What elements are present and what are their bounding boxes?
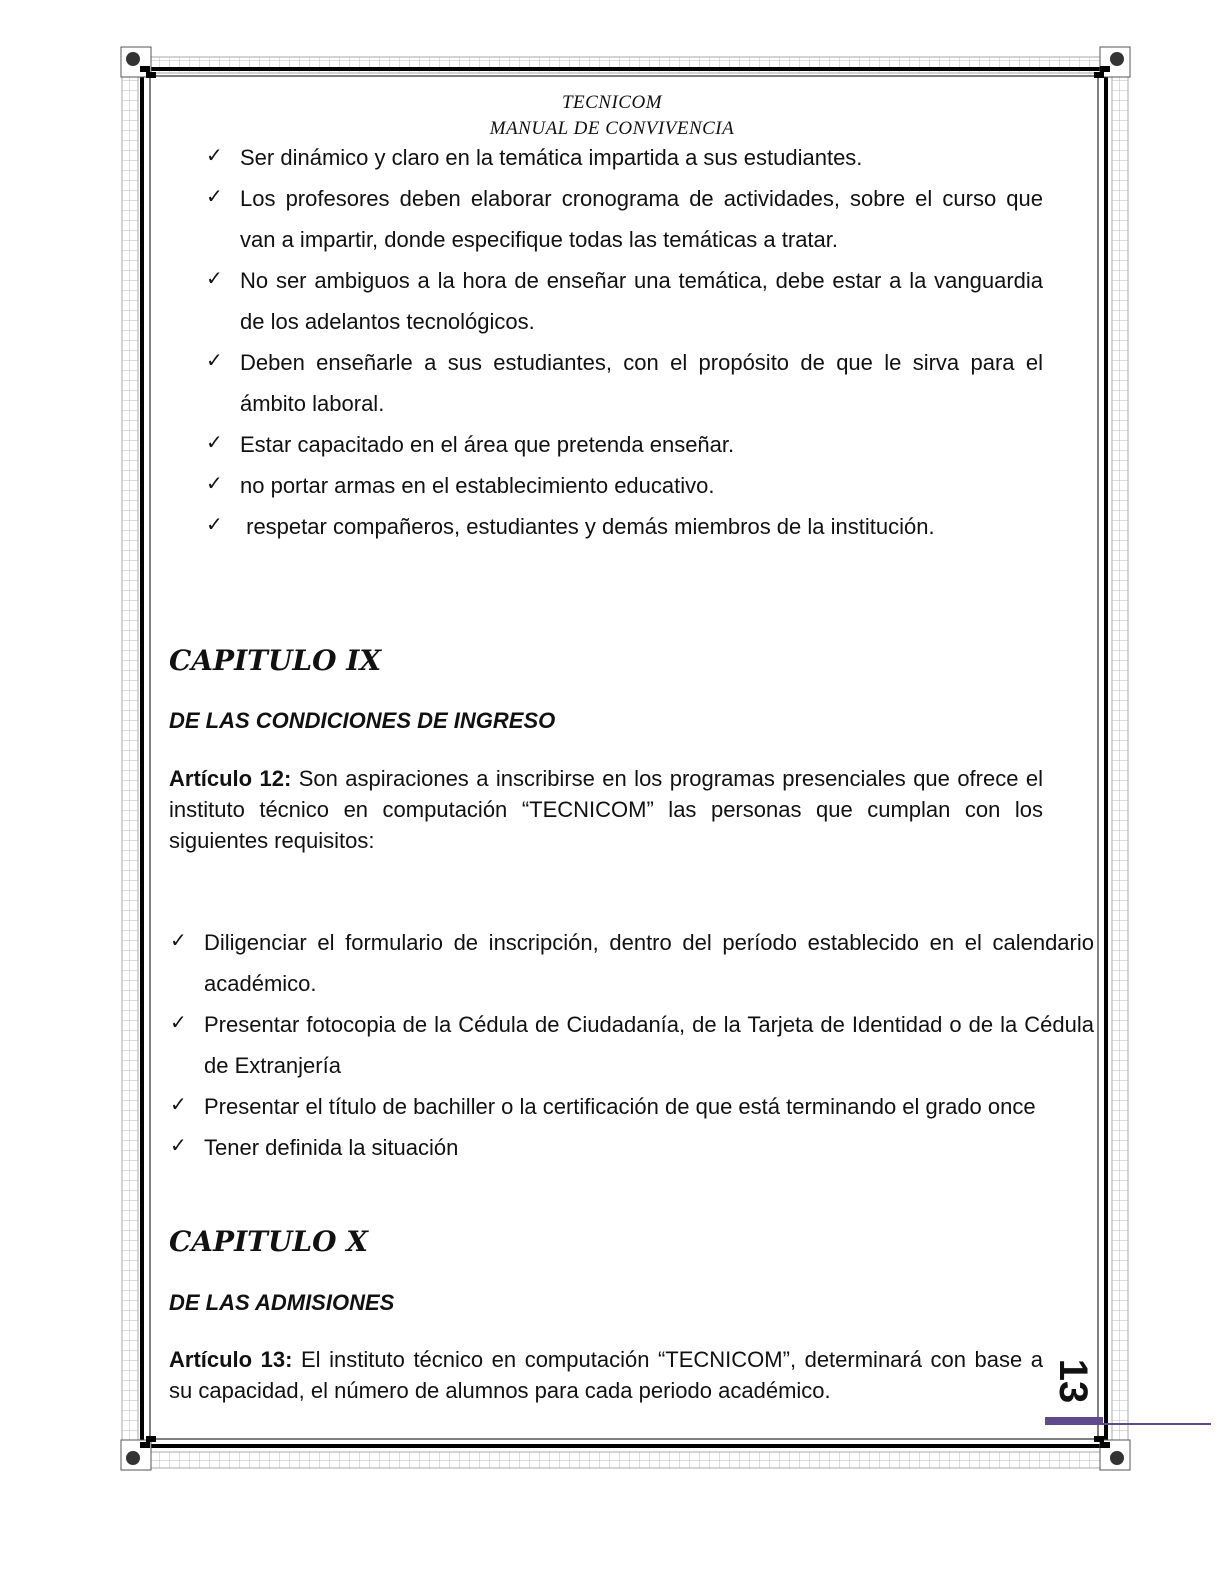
list-item	[170, 922, 1094, 1004]
list-item	[170, 1004, 1094, 1086]
list-item	[170, 1127, 1094, 1168]
chapter-10-title: CAPITULO X	[169, 1225, 368, 1258]
page-number-rule	[1045, 1417, 1103, 1425]
list-item	[206, 178, 1043, 260]
article-13-text: El instituto técnico en computación “TECNICOM”, determinará con base a su capacidad, el número de alumnos para cada periodo académico.	[169, 1347, 1043, 1403]
check-mark-icon: ✓	[206, 473, 223, 495]
article-12-label: Artículo 12:	[169, 766, 292, 791]
check-mark-icon: ✓	[170, 1012, 187, 1034]
list-item	[170, 1086, 1094, 1127]
admission-requirements-list	[170, 922, 1094, 1168]
article-12-text: Son aspiraciones a inscribirse en los programas presenciales que ofrece el instituto técnico en computación “TECNICOM” las personas que cumplan con los siguientes requisitos:	[169, 766, 1043, 853]
check-mark-icon: ✓	[206, 186, 223, 208]
list-item-text: Deben enseñarle a sus estudiantes, con el propósito de que le sirva para el ámbito laboral.	[240, 350, 1043, 416]
check-mark-icon: ✓	[170, 1094, 187, 1116]
page-number: 13	[1051, 1358, 1095, 1404]
list-item	[206, 465, 1043, 506]
check-mark-icon: ✓	[170, 930, 187, 952]
check-mark-icon: ✓	[206, 350, 223, 372]
article-13	[169, 1344, 1043, 1406]
check-mark-icon: ✓	[206, 514, 223, 536]
list-item-text: Presentar fotocopia de la Cédula de Ciudadanía, de la Tarjeta de Identidad o de la Cédula de Extranjería	[204, 1012, 1094, 1078]
list-item-text: Los profesores deben elaborar cronograma de actividades, sobre el curso que van a impartir, donde especifique todas las temáticas a tratar.	[240, 186, 1043, 252]
check-mark-icon: ✓	[206, 268, 223, 290]
list-item-text: Ser dinámico y claro en la temática impartida a sus estudiantes.	[240, 145, 863, 170]
list-item	[206, 137, 1043, 178]
teacher-duties-list	[206, 137, 1043, 547]
chapter-10-section-title: DE LAS ADMISIONES	[169, 1290, 395, 1315]
list-item-text: Diligenciar el formulario de inscripción, dentro del período establecido en el calendario académico.	[204, 930, 1094, 996]
list-item	[206, 424, 1043, 465]
header-subtitle: MANUAL DE CONVIVENCIA	[489, 118, 735, 139]
list-item-text: Estar capacitado en el área que pretenda enseñar.	[240, 432, 735, 457]
chapter-9-section-title: DE LAS CONDICIONES DE INGRESO	[169, 708, 556, 733]
article-13-label: Artículo 13:	[169, 1347, 293, 1372]
check-mark-icon: ✓	[206, 145, 223, 167]
list-item	[206, 260, 1043, 342]
list-item-text: No ser ambiguos a la hora de enseñar una temática, debe estar a la vanguardia de los adelantos tecnológicos.	[240, 268, 1043, 334]
header-title: TECNICOM	[561, 92, 663, 113]
list-item-text: no portar armas en el establecimiento educativo.	[240, 473, 715, 498]
check-mark-icon: ✓	[170, 1135, 187, 1157]
list-item	[206, 506, 1043, 547]
list-item-text: respetar compañeros, estudiantes y demás miembros de la institución.	[240, 514, 935, 539]
list-item	[206, 342, 1043, 424]
page-number-rule-thin	[1103, 1423, 1211, 1425]
list-item-text: Tener definida la situación	[204, 1135, 459, 1160]
list-item-text: Presentar el título de bachiller o la certificación de que está terminando el grado once	[204, 1094, 1036, 1119]
check-mark-icon: ✓	[206, 432, 223, 454]
chapter-9-title: CAPITULO IX	[169, 644, 382, 677]
article-12	[169, 763, 1043, 856]
